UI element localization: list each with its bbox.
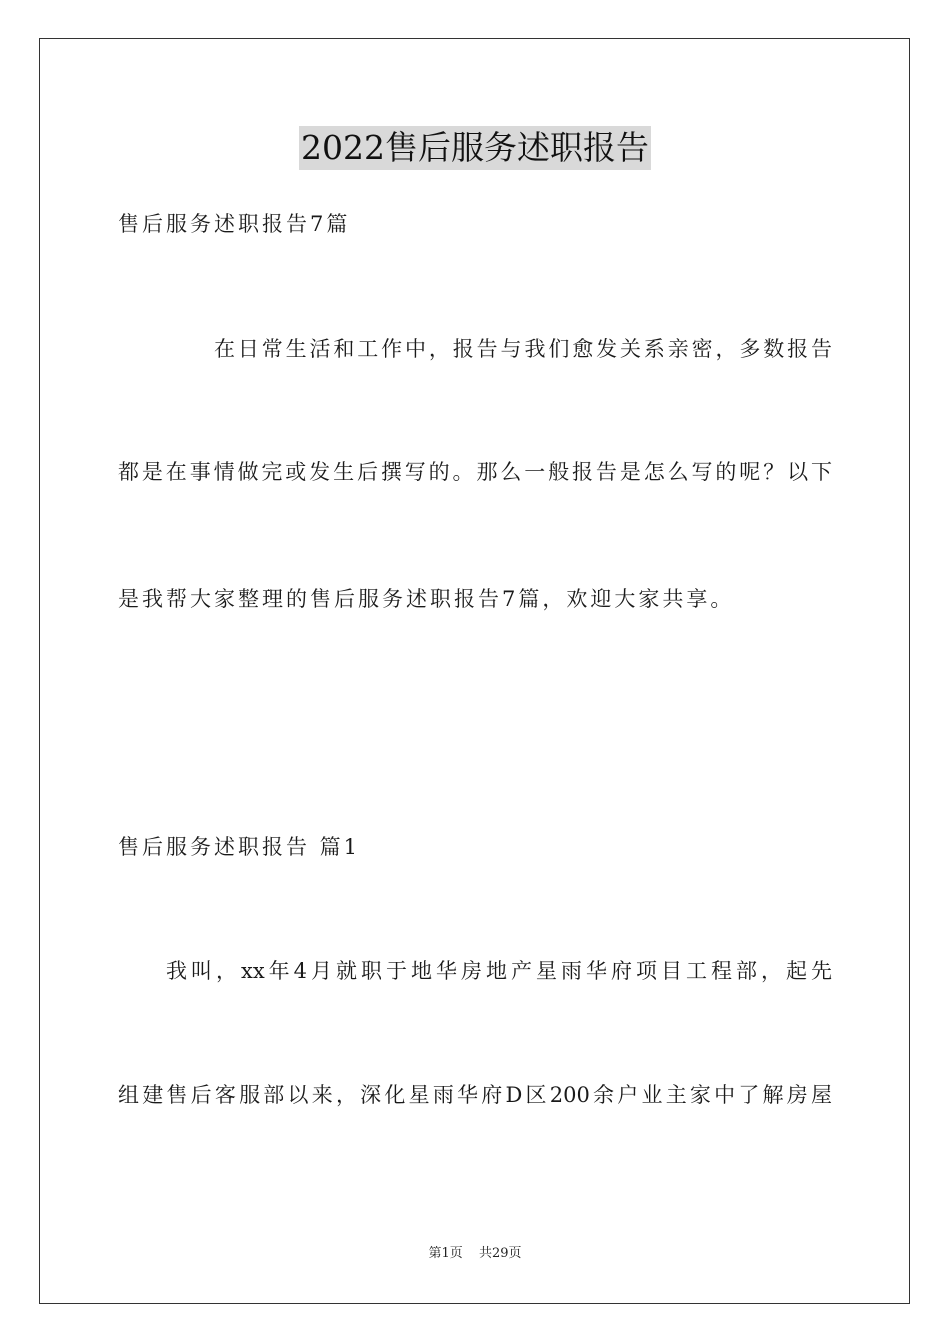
title-container bbox=[0, 126, 950, 170]
intro-line-2: 都是在事情做完或发生后撰写的。那么一般报告是怎么写的呢？以下 bbox=[118, 460, 832, 484]
section-heading: 售后服务述职报告 篇1 bbox=[118, 835, 361, 859]
page-footer bbox=[0, 1245, 950, 1263]
document-subtitle: 售后服务述职报告7篇 bbox=[118, 212, 351, 236]
section-line-2: 组建售后客服部以来，深化星雨华府D区200余户业主家中了解房屋 bbox=[118, 1083, 832, 1107]
document-title: 2022售后服务述职报告 bbox=[299, 126, 651, 170]
page-number: 第1页 bbox=[428, 1246, 463, 1261]
intro-line-1: 在日常生活和工作中，报告与我们愈发关系亲密，多数报告 bbox=[214, 337, 832, 361]
section-line-1: 我叫，xx年4月就职于地华房地产星雨华府项目工程部，起先 bbox=[166, 959, 832, 983]
page-total: 共29页 bbox=[478, 1246, 522, 1261]
intro-line-3: 是我帮大家整理的售后服务述职报告7篇，欢迎大家共享。 bbox=[118, 587, 735, 611]
